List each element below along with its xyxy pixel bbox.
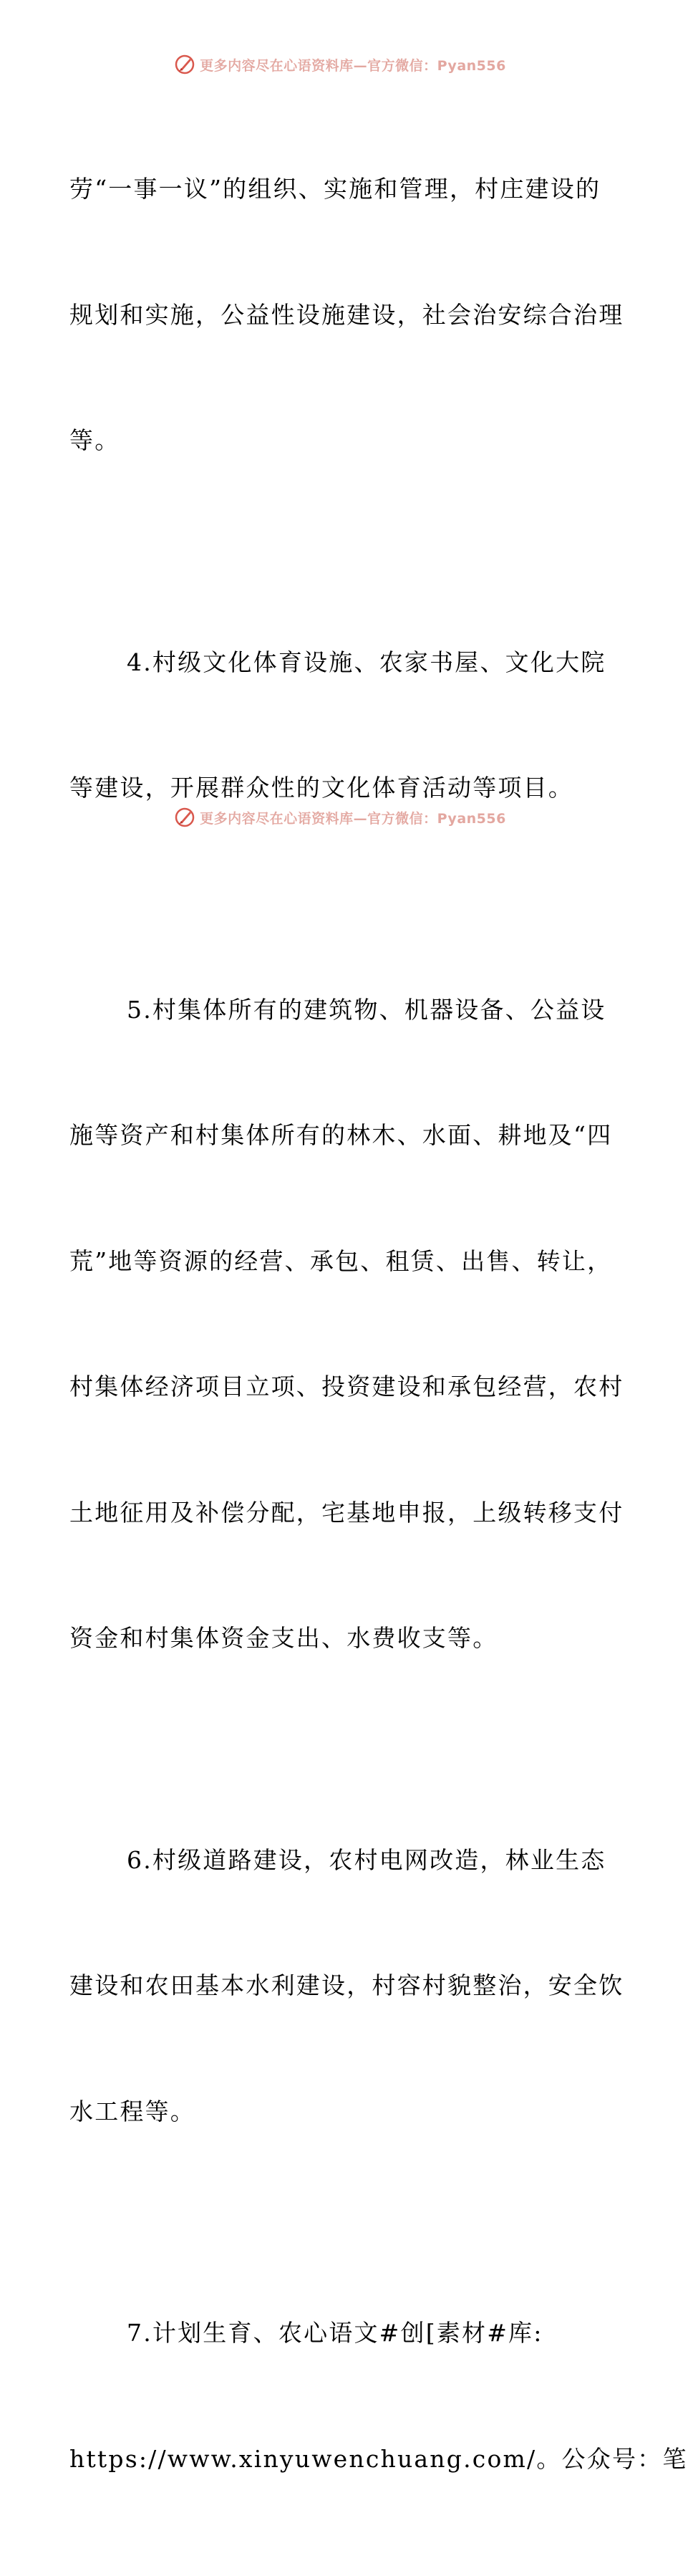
text-line: 施等资产和村集体所有的林木、水面、耕地及“四 bbox=[69, 1121, 613, 1149]
text-line: 水工程等。 bbox=[69, 2097, 195, 2125]
header-banner bbox=[0, 50, 680, 79]
text-line: 6.村级道路建设，农村电网改造，林业生态 bbox=[127, 1845, 606, 1874]
text-line: 4.村级文化体育设施、农家书屋、文化大院 bbox=[127, 648, 606, 676]
text-line: 土地征用及补偿分配，宅基地申报，上级转移支付 bbox=[69, 1498, 624, 1527]
quill-pen-logo-icon bbox=[174, 807, 195, 828]
paragraph-item-4 bbox=[69, 558, 614, 893]
text-line: 规划和实施，公益性设施建设，社会治安综合治理 bbox=[69, 300, 624, 329]
text-line: 等建设，开展群众性的文化体育活动等项目。 bbox=[69, 774, 573, 802]
text-line: 5.村集体所有的建筑物、机器设备、公益设 bbox=[127, 995, 606, 1024]
footer-banner bbox=[0, 803, 680, 832]
text-line: https://www.xinyuwenchuang.com/。公众号：笔 bbox=[69, 2444, 688, 2473]
header-banner-text: 更多内容尽在心语资料库—官方微信：Pyan556 bbox=[200, 57, 506, 74]
paragraph-1 bbox=[69, 85, 624, 546]
text-line: 荒”地等资源的经营、承包、租赁、出售、转让， bbox=[69, 1246, 613, 1275]
paragraph-item-5 bbox=[69, 905, 624, 1744]
document-body bbox=[69, 85, 688, 2576]
paragraph-item-6 bbox=[69, 1756, 624, 2217]
text-line: 村集体经济项目立项、投资建设和承包经营，农村 bbox=[69, 1373, 624, 1400]
text-line: 劳“一事一议”的组织、实施和管理，村庄建设的 bbox=[69, 175, 601, 203]
quill-pen-logo-icon bbox=[174, 54, 195, 75]
paragraph-item-7 bbox=[69, 2229, 688, 2564]
text-line: 建设和农田基本水利建设，村容村貌整治，安全饮 bbox=[69, 1971, 624, 1999]
text-line: 7.计划生育、农心语文#创[素材#库: bbox=[127, 2319, 543, 2347]
footer-banner-text: 更多内容尽在心语资料库—官方微信：Pyan556 bbox=[200, 810, 506, 827]
text-line: 资金和村集体资金支出、水费收支等。 bbox=[69, 1624, 498, 1652]
text-line: 等。 bbox=[69, 426, 120, 454]
